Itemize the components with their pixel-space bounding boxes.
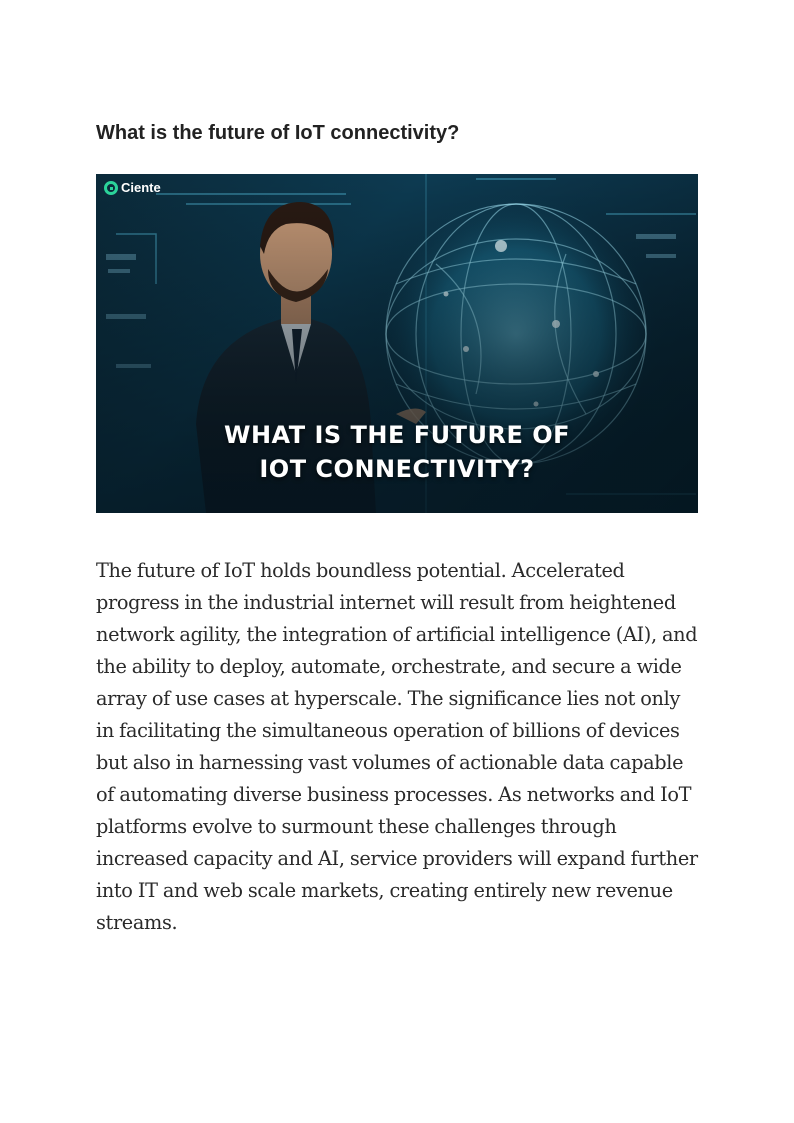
hero-caption-line-1: WHAT IS THE FUTURE OF	[223, 421, 571, 449]
hero-caption-line-2: IOT CONNECTIVITY?	[259, 455, 535, 483]
page-title: What is the future of IoT connectivity?	[96, 122, 460, 144]
brand-logo	[104, 180, 161, 195]
body-paragraph: The future of IoT holds boundless potential. Accelerated progress in the industrial internet will result from heightened network agility, the integration of artificial intelligence (AI), and the ability to deploy, automate, orchestrate, and secure a wide array of use cases at hyperscale. The significance lies not only in facilitating the simultaneous operation of billions of devices but also in harnessing vast volumes of actionable data capable of automating diverse business processes. As networks and IoT platforms evolve to surmount these challenges through increased capacity and AI, service providers will expand further into IT and web scale markets, creating entirely new revenue streams.	[96, 559, 698, 934]
hero-image	[96, 174, 698, 513]
brand-logo-text: Ciente	[121, 180, 161, 195]
ciente-logo-icon	[104, 181, 118, 195]
hero-caption	[96, 418, 698, 486]
